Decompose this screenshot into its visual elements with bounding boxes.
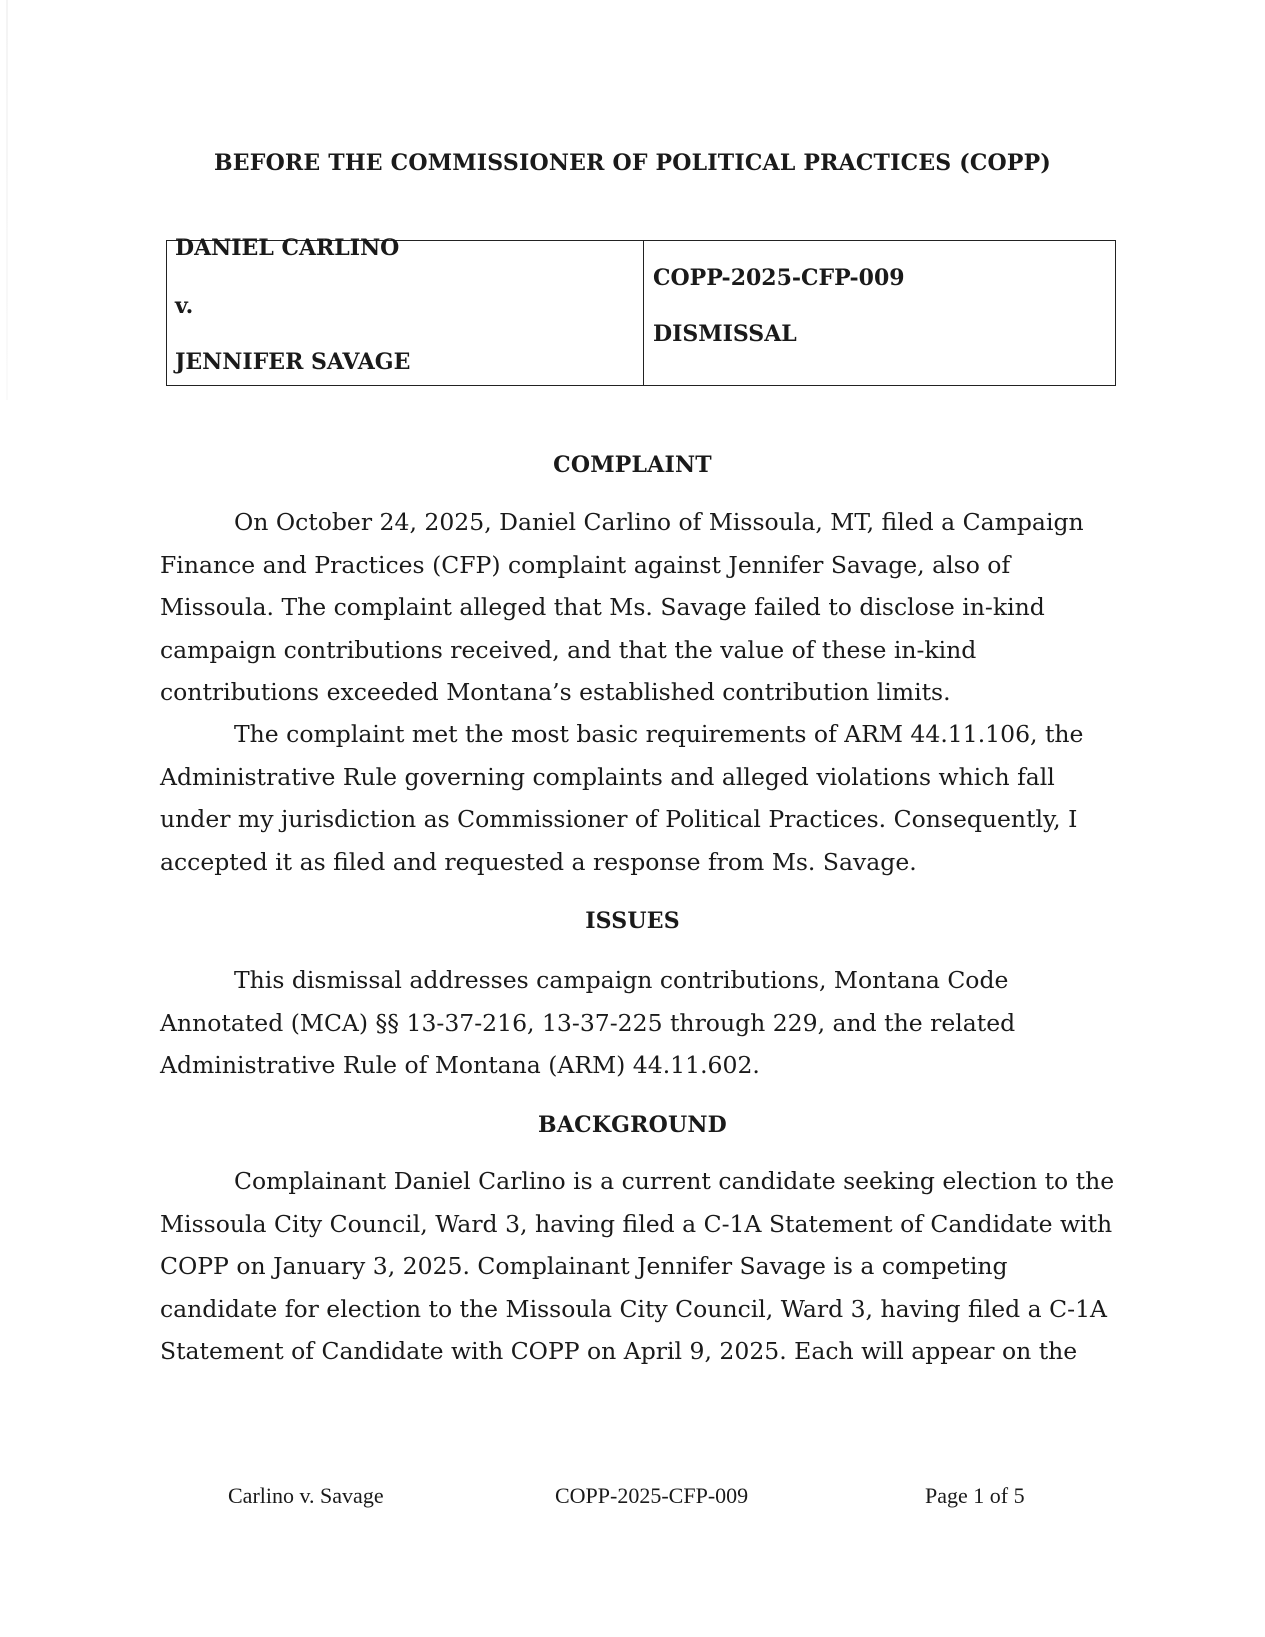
section-heading-complaint: COMPLAINT	[553, 452, 712, 478]
complainant-name: DANIEL CARLINO	[175, 235, 400, 261]
issues-paragraph-1: This dismissal addresses campaign contributions, Montana Code Annotated (MCA) §§ 13-37-216, 13-37-225 through 229, and the related Administrative Rule of Montana (ARM) 44.11.602.	[160, 966, 1016, 1079]
caption-divider	[643, 241, 644, 385]
scan-edge	[6, 0, 8, 400]
case-caption-box	[166, 235, 1116, 386]
section-heading-issues: ISSUES	[585, 908, 680, 934]
footer-short-title: Carlino v. Savage	[228, 1483, 384, 1508]
complaint-paragraph-2: The complaint met the most basic requirements of ARM 44.11.106, the Administrative Rule governing complaints and alleged violations which fall under my jurisdiction as Commissioner of Political Practices. Consequently, I accepted it as filed and requested a response from Ms. Savage.	[160, 720, 1084, 876]
footer-case-number: COPP-2025-CFP-009	[555, 1483, 749, 1508]
document-title: BEFORE THE COMMISSIONER OF POLITICAL PRACTICES (COPP)	[213, 150, 1052, 176]
complaint-paragraph-1: On October 24, 2025, Daniel Carlino of Missoula, MT, filed a Campaign Finance and Practices (CFP) complaint against Jennifer Savage, also of Missoula. The complaint alleged that Ms. Savage failed to disclose in-kind campaign contributions received, and that the value of these in-kind contributions exceeded Montana’s established contribution limits.	[160, 508, 1084, 706]
footer-page-number: Page 1 of 5	[925, 1483, 1025, 1508]
background-paragraph-1: Complainant Daniel Carlino is a current candidate seeking election to the Missoula City Council, Ward 3, having filed a C-1A Statement of Candidate with COPP on January 3, 2025. Complainant Jennifer Savage is a competing candidate for election to the Missoula City Council, Ward 3, having filed a C-1A Statement of Candidate with COPP on April 9, 2025. Each will appear on the	[160, 1167, 1115, 1365]
versus-label: v.	[175, 293, 194, 319]
respondent-name: JENNIFER SAVAGE	[175, 349, 411, 375]
disposition-label: DISMISSAL	[653, 321, 797, 347]
case-number: COPP-2025-CFP-009	[653, 265, 905, 291]
section-heading-background: BACKGROUND	[538, 1112, 727, 1138]
